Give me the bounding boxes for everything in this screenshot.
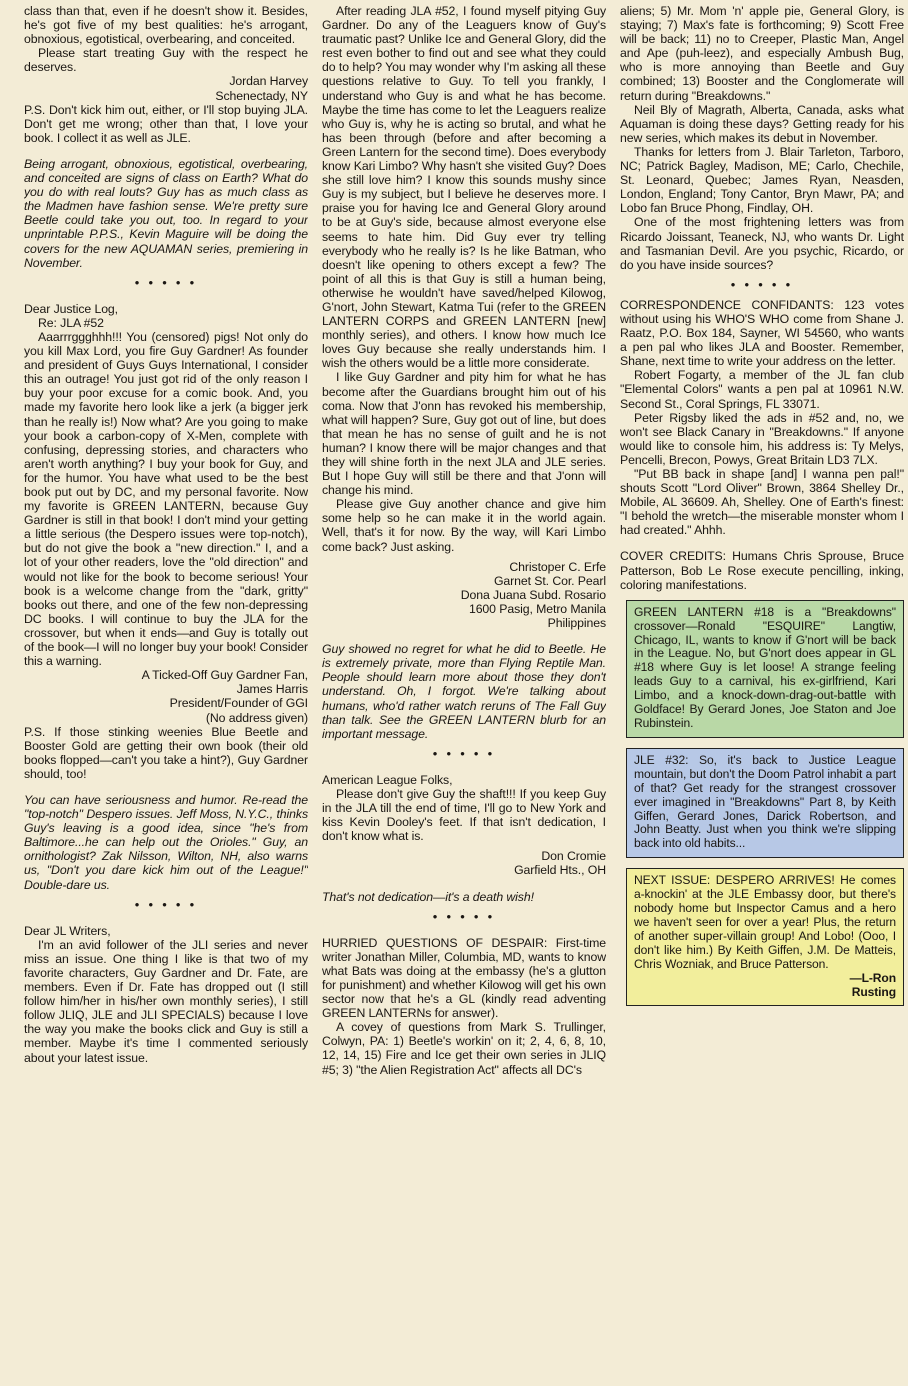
jle-blurb-text: JLE #32: So, it's back to Justice League mountain, but don't the Doom Patrol inhabit a part of that? Get ready for the strangest crossover ever imagined in "Breakdowns" Part 8, by Keith Giffen, Gerard Jones, Darick Robertson, and John Beatty. Just when you think we're slipping back into old habits...: [634, 752, 896, 851]
col2-paragraph: Philippines: [547, 616, 606, 631]
col2-paragraph: A covey of questions from Mark S. Trullinger, Colwyn, PA: 1) Beetle's workin' on it; 2, 4, 6, 8, 10, 12, 14, 15) Fire and Ice get their own series in JLIQ #5; 3) "the Alien Registration Act" affects all DC's: [322, 1020, 606, 1077]
col2-paragraph: American League Folks,: [322, 772, 453, 787]
col2-paragraph: • • • • •: [432, 746, 496, 761]
col1-paragraph: class than that, even if he doesn't show it. Besides, he's got five of my best qualities: he's arrogant, obnoxious, egotistical, overbearing, and conceited.: [24, 4, 308, 47]
green-lantern-blurb: [626, 600, 904, 738]
col2-paragraph: Guy showed no regret for what he did to Beetle. He is extremely private, more than Flying Reptile Man. People should learn more about those they don't understand. Oh, I forgot. We're talking about humans, who'd rather watch reruns of The Fall Guy than talk. See the GREEN LANTERN blurb for an important message.: [322, 642, 606, 741]
col1-paragraph: • • • • •: [134, 897, 198, 912]
col2-paragraph: After reading JLA #52, I found myself pitying Guy Gardner. Do any of the Leaguers know of Guy's traumatic past? Unlike Ice and General Glory, did the rest even bother to find out and see what they could do to help? You may wonder why I'm asking all these questions relative to Guy. To tell you frankly, I understand who Guy is and what he has become. Maybe the time has come to let the Leaguers realize who Guy is, why he is acting so brutal, and what he has been through (before and after becoming a Green Lantern for the second time). Does everybody know Kari Limbo? Why hasn't she visited Guy? Does she still love him? I know this sounds mushy since Guy is my subject, but I believe he deserves more. I praise you for having Ice and General Glory around to be at Guy's side, because almost everyone else seems to hate him. Did Guy ever try telling everybody who he really is? Is he like Batman, who doesn't like opening to others except a few? The point of all this is that Guy is still a human being, otherwise he wouldn't have saved/helped Kilowog, G'nort, John Stewart, Katma Tui (refer to the GREEN LANTERN CORPS and GREEN LANTERN [new] monthly series), and others. I know how much Ice loves Guy because she really understands him. I wish the others would be a little more considerate.: [322, 4, 606, 371]
col3-paragraph: Thanks for letters from J. Blair Tarleton, Tarboro, NC; Patrick Bagley, Madison, ME; Carlo, Chechile, St. Leonard, Quebec; James Ryan, Neasden, London, England; Tony Cantor, Bryn Mawr, PA; and Lobo fan Bruce Phong, Findlay, OH.: [620, 144, 904, 216]
col2-paragraph: Garfield Hts., OH: [514, 863, 606, 878]
col2-paragraph: • • • • •: [432, 909, 496, 924]
jle-blurb: [626, 748, 904, 858]
col3-paragraph: Robert Fogarty, a member of the JL fan club "Elemental Colors" wants a pen pal at 10961 N.W. Second St., Coral Springs, FL 33071.: [620, 368, 904, 411]
column-right: [620, 4, 904, 1386]
next-issue-blurb: [626, 868, 904, 1006]
editor-signature-line-2: Rusting: [851, 984, 896, 999]
column-right-text: [620, 4, 904, 592]
next-issue-blurb-text: NEXT ISSUE: DESPERO ARRIVES! He comes a-knockin' at the JLE Embassy door, but there's nobody home but Inspector Camus and a hero we haven't seen for over a year! Plus, the return of another super-villain group! And Lobo! (Ooo, I don't like him.) By Keith Giffen, J.M. De Matteis, Chris Wozniak, and Bruce Patterson.: [634, 873, 896, 971]
col1-paragraph: Aaarrrggghhh!!! You (censored) pigs! Not only do you kill Max Lord, you fire Guy Gardner! As founder and president of Guys Guys International, I consider this an outrage! You just got rid of the only reason I buy your poor excuse for a comic book. And, you made my favorite hero look like a jerk (a bigger jerk than he really is!) Now what? Are you going to make your book a carbon-copy of X-Men, complete with confusing, depressing stories, and characters who aren't worth anything? I buy your book for Guy, and for the humor. You have what used to be the best book put out by DC, and my personal favorite. Now my favorite is GREEN LANTERN, because Guy Gardner is still in that book! I don't mind your getting a little serious (the Despero issues were top-notch), but do not give the book a "new direction." I, and a lot of your other readers, love the "old direction" and would not like for the book to become serious! Your book is a welcome change from the "dark, gritty" books out there, and one of the few non-depressing DC books. I will continue to buy the JLA for the crossover, but when it ends—and Guy is totally out of the book—I will no longer buy your book! Consider this a warning.: [24, 329, 308, 669]
col1-paragraph: A Ticked-Off Guy Gardner Fan,: [141, 668, 308, 683]
col1-paragraph: • • • • •: [134, 275, 198, 290]
col2-paragraph: I like Guy Gardner and pity him for what he has become after the Guardians brought him out of his coma. Now that J'onn has revoked his membership, what will happen? Sure, Guy got out of line, but does that mean he has no sense of guilt and he is not human? I know there will be major changes and that they will shine forth in the next JLA and JLE series. But I hope Guy will still be there and that J'onn will change his mind.: [322, 370, 606, 498]
col3-paragraph: "Put BB back in shape [and] I wanna pen pal!" shouts Scott "Lord Oliver" Brown, 3864 Shelley Dr., Mobile, AL 36609. Ah, Shelley. One of Earth's finest: "I behold the wretch—the miserable monster whom I had created." Ahhh.: [620, 467, 904, 538]
col3-paragraph: COVER CREDITS: Humans Chris Sprouse, Bruce Patterson, Bob Le Rose execute pencilling, inking, coloring manifestations.: [620, 549, 904, 592]
col1-paragraph: (No address given): [205, 710, 308, 725]
col2-paragraph: Don Cromie: [541, 849, 606, 864]
col1-paragraph: Re: JLA #52: [38, 315, 104, 330]
column-left: [24, 4, 308, 1386]
col1-paragraph: You can have seriousness and humor. Re-read the "top-notch" Despero issues. Jeff Moss, N.Y.C., thinks Guy's leaving is a good idea, since "he's from Baltimore...he can help out the Orioles." Guy, an ornithologist? Zak Nilsson, Wilton, NH, also warns us, "Don't you dare kick him out of the League!" Double-dare us.: [24, 792, 308, 892]
col1-paragraph: Jordan Harvey: [229, 74, 308, 89]
col2-paragraph: Garnet St. Cor. Pearl: [493, 573, 606, 588]
col1-paragraph: Dear JL Writers,: [24, 923, 111, 938]
col1-paragraph: Schenectady, NY: [215, 88, 308, 103]
col1-paragraph: P.S. If those stinking weenies Blue Beetle and Booster Gold are getting their own book (their old books flopped—can't you take a hint?), Guy Gardner should, too!: [24, 724, 308, 781]
col2-paragraph: That's not dedication—it's a death wish!: [322, 889, 534, 904]
green-lantern-blurb-text: GREEN LANTERN #18 is a "Breakdowns" crossover—Ronald "ESQUIRE" Langtiw, Chicago, IL, wants to know if G'nort will be back in the League. No, but G'nort does appear in GL #18 where Guy is let loose! A strange feeling leads Guy to a carnival, his ex-girlfriend, Kari Limbo, and a knock-down-drag-out-battle with Goldface! By Gerard Jones, Joe Staton and Joe Rubinstein.: [634, 604, 896, 730]
col3-paragraph: Peter Rigsby liked the ads in #52 and, no, we won't see Black Canary in "Breakdowns." If anyone would like to console him, his address is: Ty Melys, Pencelli, Brecon, Powys, Great Britain LD3 7LX.: [620, 410, 904, 467]
col1-paragraph: James Harris: [236, 682, 308, 697]
col1-paragraph: President/Founder of GGI: [169, 696, 308, 711]
col2-paragraph: 1600 Pasig, Metro Manila: [468, 601, 606, 616]
col3-paragraph: • • • • •: [730, 277, 794, 292]
col3-paragraph: Neil Bly of Magrath, Alberta, Canada, asks what Aquaman is doing these days? Getting ready for his new series, which makes its debut in November.: [620, 102, 904, 145]
col3-paragraph: aliens; 5) Mr. Mom 'n' apple pie, General Glory, is staying; 7) Max's fate is forthcoming; 9) Scott Free will be back; 11) no to Creeper, Plastic Man, Angel and Ape (puh-leez), and especially Ambush Bug, who is more annoying than Beetle and Guy combined; 13) Booster and the Conglomerate will return during "Breakdowns.": [620, 4, 904, 103]
col2-paragraph: Christoper C. Erfe: [509, 559, 606, 574]
col2-paragraph: Please give Guy another chance and give him some help so he can make it in the world again. Well, that's it for now. By the way, will Kari Limbo come back? Just asking.: [322, 497, 606, 554]
col2-paragraph: Please don't give Guy the shaft!!! If you keep Guy in the JLA till the end of time, I'll go to New York and kiss Kevin Dooley's feet. If that isn't dedication, I don't know what is.: [322, 786, 606, 844]
col1-paragraph: P.S. Don't kick him out, either, or I'll stop buying JLA. Don't get me wrong; other than that, I love your book. I collect it as well as JLE.: [24, 102, 308, 145]
col1-paragraph: Dear Justice Log,: [24, 301, 118, 316]
col3-paragraph: One of the most frightening letters was from Ricardo Joissant, Teaneck, NJ, who wants Dr. Light and Tasmanian Devil. Are you psychic, Ricardo, or do you have inside sources?: [620, 215, 904, 272]
col2-paragraph: Dona Juana Subd. Rosario: [460, 587, 606, 602]
col3-paragraph: CORRESPONDENCE CONFIDANTS: 123 votes without using his WHO'S WHO come from Shane J. Raatz, P.O. Box 184, Sayner, WI 54560, who wants a pen pal who likes JLA and Booster. Remember, Shane, next time to write your address on the letter.: [620, 297, 904, 369]
editor-signature-line-1: —L-Ron: [849, 970, 896, 985]
column-middle: [322, 4, 606, 1386]
col1-paragraph: Being arrogant, obnoxious, egotistical, overbearing, and conceited are signs of class on Earth? What do you do with real louts? Guy has as much class as the Madmen have fashion sense. We're pretty sure Beetle could take you out, too. In regard to your unprintable P.P.S., Kevin Maguire will be doing the covers for the new AQUAMAN series, premiering in November.: [24, 156, 308, 270]
col2-paragraph: HURRIED QUESTIONS OF DESPAIR: First-time writer Jonathan Miller, Columbia, MD, wants to know what Bats was doing at the embassy (he's a glutton for punishment) and whether Kilowog will get his own sector now that he's a GL (kindly read adventing GREEN LANTERNs for answer).: [322, 935, 606, 1021]
col1-paragraph: Please start treating Guy with the respect he deserves.: [24, 46, 308, 75]
col1-paragraph: I'm an avid follower of the JLI series and never miss an issue. One thing I like is that two of my favorite characters, Guy Gardner and Dr. Fate, are members. Even if Dr. Fate has dropped out (I still follow him/her in his/her own monthly series), I still follow JLIQ, JLE and JLI SPECIALS) because I love the way you make the books click and Guy is still a member. Maybe it's time I commented seriously about your latest issue.: [24, 937, 308, 1065]
